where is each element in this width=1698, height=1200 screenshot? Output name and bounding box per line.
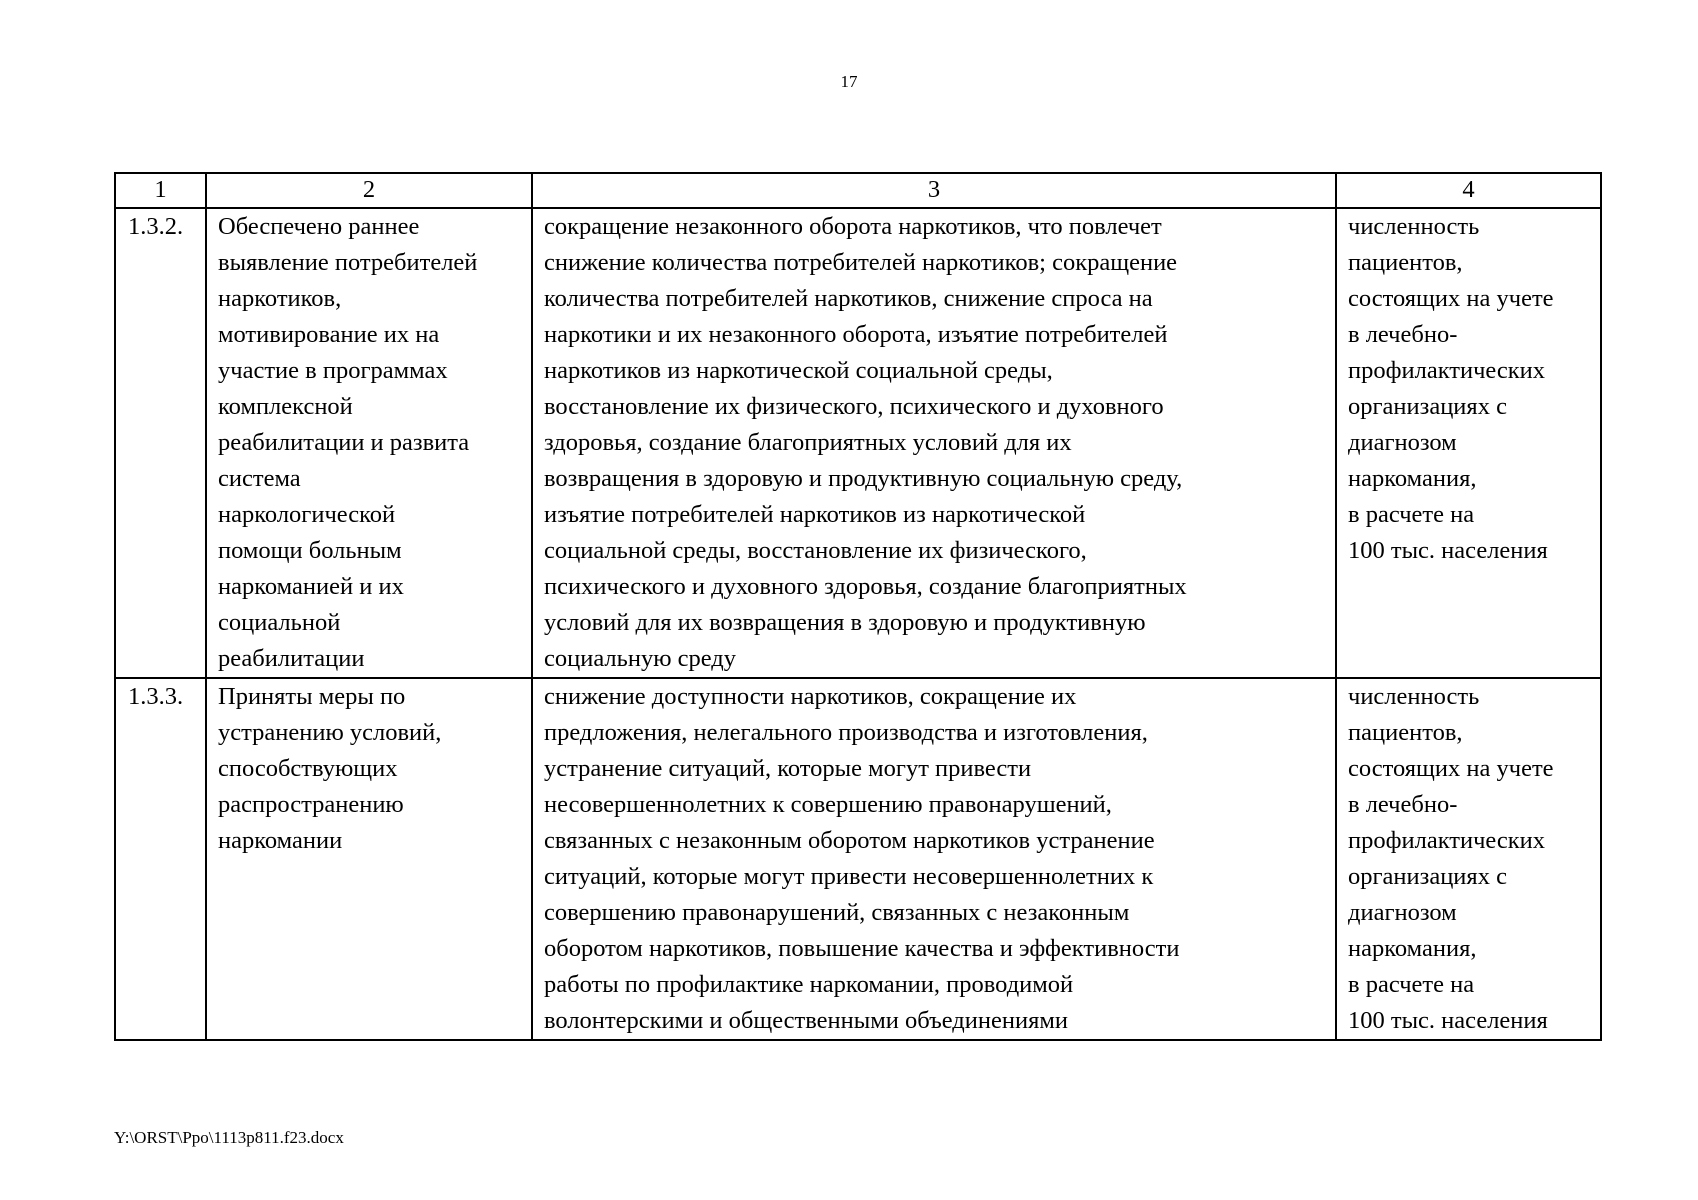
row-number: 1.3.2. (115, 208, 206, 678)
indicator-cell: численность пациентов, состоящих на учете в лечебно- профилактических организациях с диагнозом наркомания, в расчете на 100 тыс. населения (1336, 678, 1601, 1040)
column-header-2: 2 (206, 173, 532, 208)
column-header-3: 3 (532, 173, 1336, 208)
table-row (115, 208, 1601, 678)
results-table (114, 172, 1602, 1041)
effect-cell: сокращение незаконного оборота наркотиков, что повлечет снижение количества потребителей наркотиков; сокращение количества потребителей наркотиков, снижение спроса на наркотики и их незаконного оборота, изъятие потребителей наркотиков из наркотической социальной среды, восстановление их физического, психического и духовного здоровья, создание благоприятных условий для их возвращения в здоровую и продуктивную социальную среду, изъятие потребителей наркотиков из наркотической социальной среды, восстановление их физического, психического и духовного здоровья, создание благоприятных условий для их возвращения в здоровую и продуктивную социальную среду (532, 208, 1336, 678)
expected-result-cell: Приняты меры по устранению условий, способствующих распространению наркомании (206, 678, 532, 1040)
indicator-cell: численность пациентов, состоящих на учете в лечебно- профилактических организациях с диагнозом наркомания, в расчете на 100 тыс. населения (1336, 208, 1601, 678)
page-number: 17 (840, 72, 858, 91)
column-header-1: 1 (115, 173, 206, 208)
effect-cell: снижение доступности наркотиков, сокращение их предложения, нелегального производства и изготовления, устранение ситуаций, которые могут привести несовершеннолетних к совершению правонарушений, связанных с незаконным оборотом наркотиков устранение ситуаций, которые могут привести несовершеннолетних к совершению правонарушений, связанных с незаконным оборотом наркотиков, повышение качества и эффективности работы по профилактике наркомании, проводимой волонтерскими и общественными объединениями (532, 678, 1336, 1040)
table-header-row (115, 173, 1601, 208)
expected-result-cell: Обеспечено раннее выявление потребителей наркотиков, мотивирование их на участие в программах комплексной реабилитации и развита система наркологической помощи больным наркоманией и их социальной реабилитации (206, 208, 532, 678)
table-row (115, 678, 1601, 1040)
row-number: 1.3.3. (115, 678, 206, 1040)
column-header-4: 4 (1336, 173, 1601, 208)
file-path-footer: Y:\ORST\Ppo\1113p811.f23.docx (114, 1128, 344, 1147)
